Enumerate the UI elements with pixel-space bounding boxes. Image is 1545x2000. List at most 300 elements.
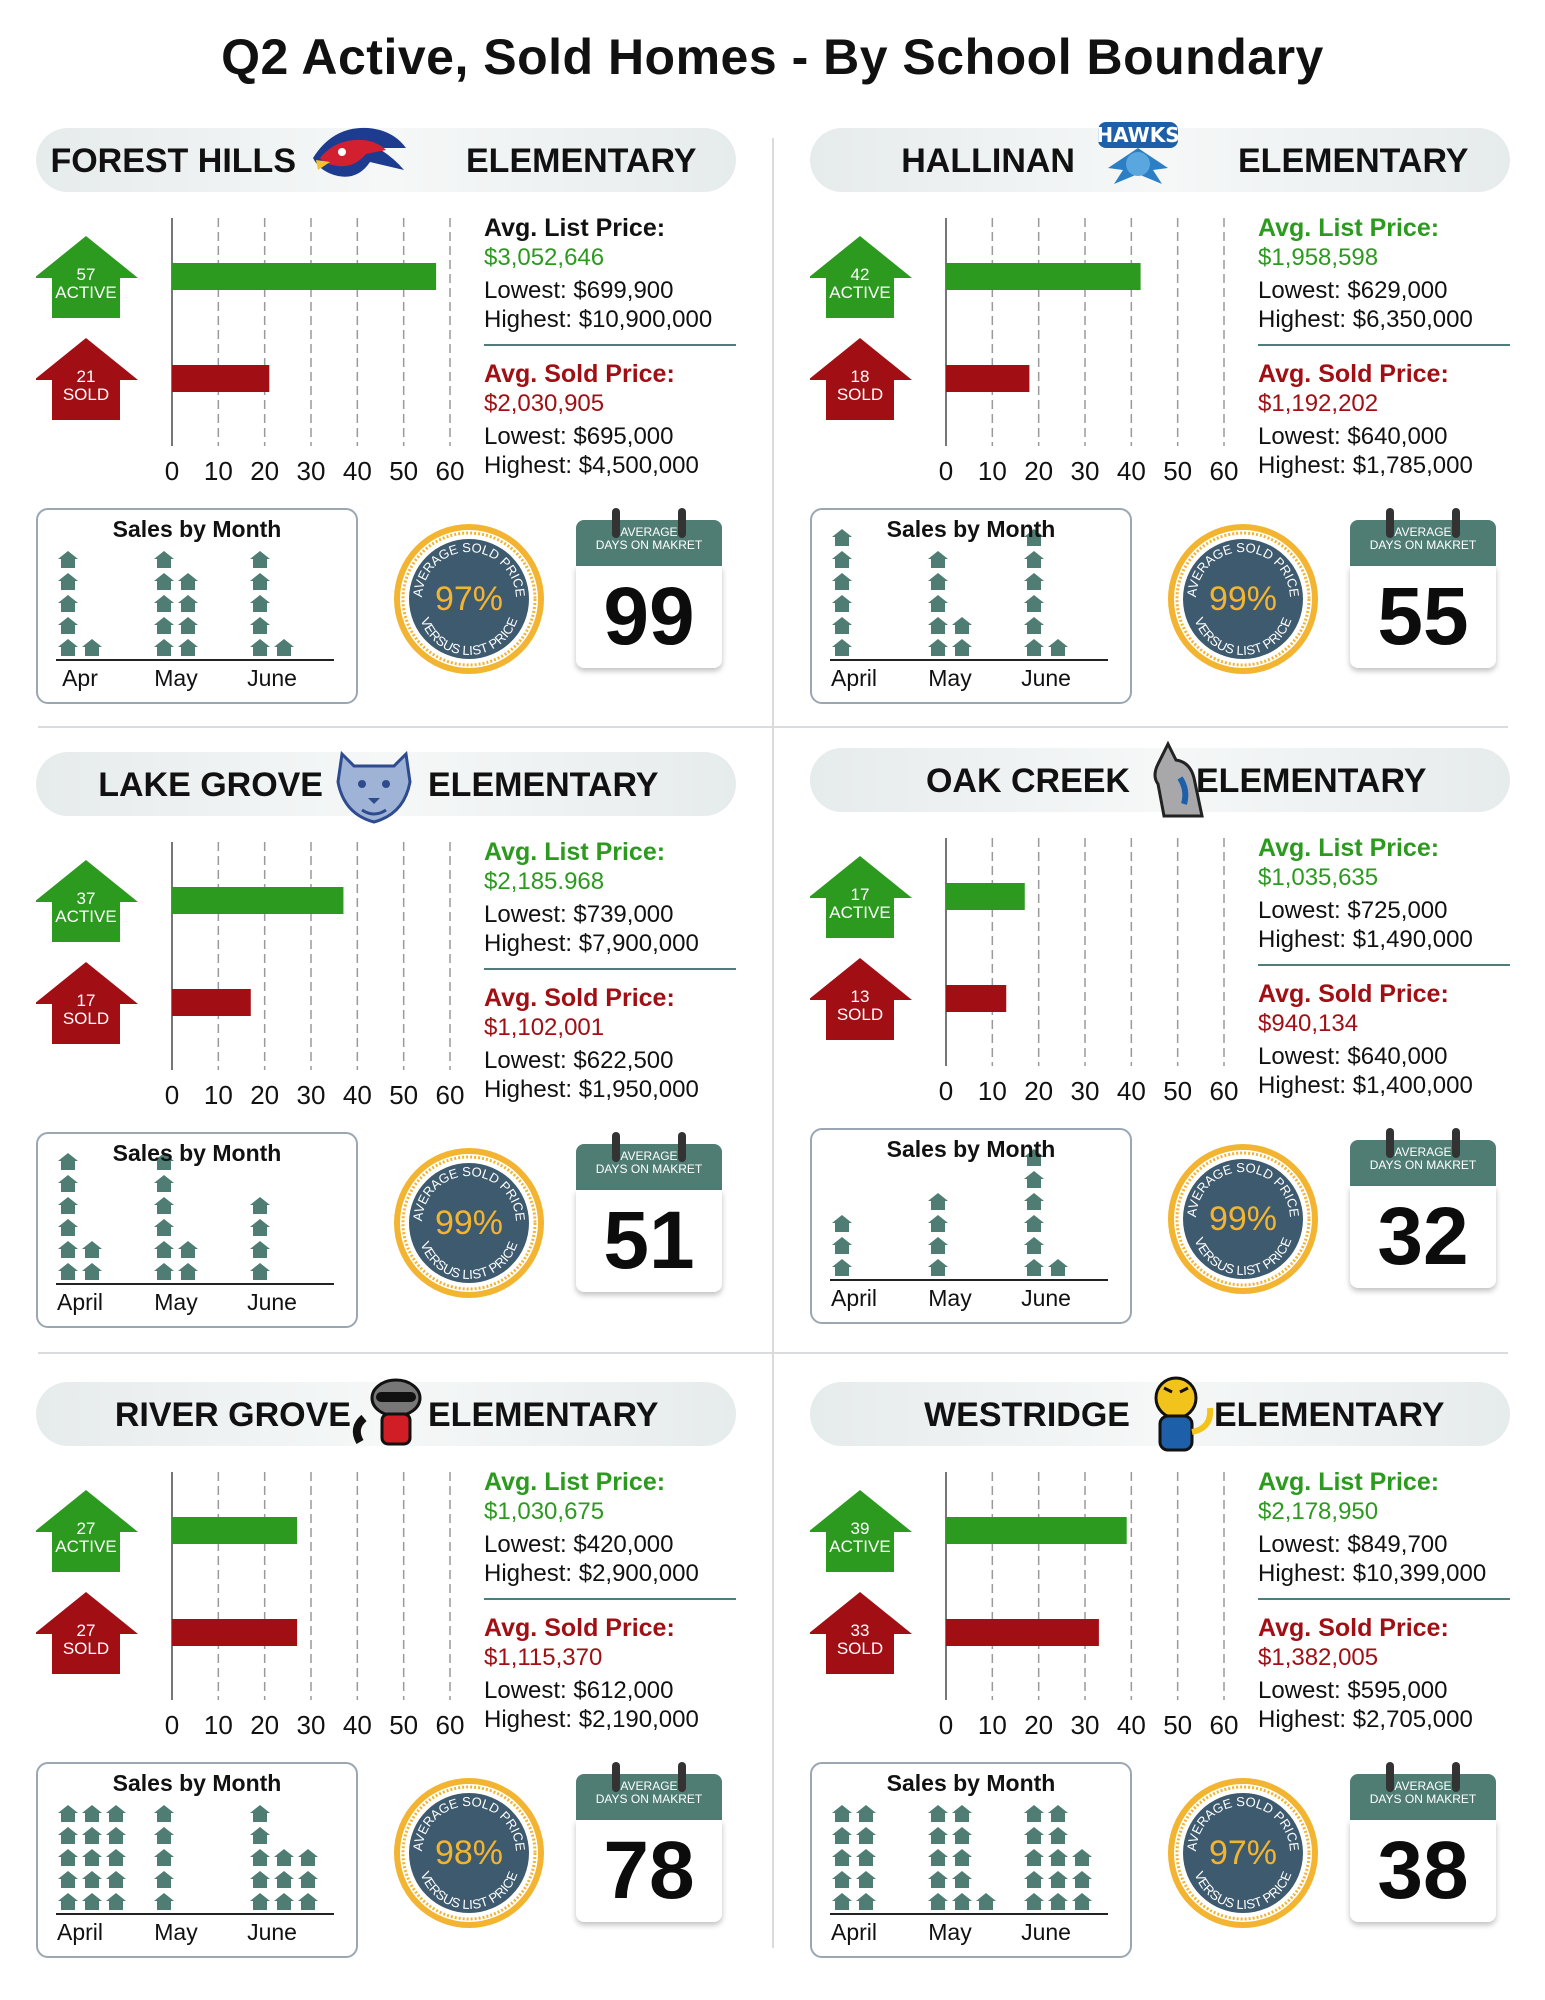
days-on-market-value: 32 [1350, 1186, 1496, 1288]
sale-house-icon [58, 1175, 78, 1192]
avg-sold-price-heading: Avg. Sold Price: [484, 360, 675, 388]
sold-lowest-value: $595,000 [1347, 1677, 1448, 1704]
sale-house-icon [250, 1893, 270, 1910]
sold-vs-list-badge [394, 1148, 544, 1298]
avg-sold-price-heading: Avg. Sold Price: [1258, 980, 1449, 1008]
calendar-header [576, 1774, 722, 1820]
sales-by-month-box [810, 1762, 1132, 1958]
x-tick-label: 40 [1116, 1710, 1146, 1740]
calendar-ring-left [612, 1762, 620, 1792]
calendar-header-line2: DAYS ON MAKRET [1369, 1158, 1477, 1172]
badge-bottom-text: VERSUS LIST PRICE [417, 615, 521, 659]
sale-house-icon [1024, 1805, 1044, 1822]
sold-count-label: 18 [850, 367, 870, 386]
sold-count-label: 17 [76, 991, 96, 1010]
active-category-label: ACTIVE [829, 283, 891, 302]
x-tick-label: 10 [977, 1710, 1007, 1740]
sale-house-icon [928, 639, 948, 656]
sale-house-icon [178, 1263, 198, 1280]
list-lowest [1258, 276, 1510, 305]
elementary-label: ELEMENTARY [1196, 762, 1427, 800]
school-panel [810, 748, 1510, 1358]
sale-house-icon [58, 1827, 78, 1844]
sold-lowest-label: Lowest: [1258, 1043, 1341, 1070]
price-stats [1258, 1468, 1510, 1734]
sale-house-icon [154, 1197, 174, 1214]
x-tick-label: 50 [1163, 1076, 1193, 1106]
sale-house-icon [832, 551, 852, 568]
calendar-ring-left [1386, 1128, 1394, 1158]
month-label: April [56, 1919, 104, 1945]
list-highest-value: $10,399,000 [1352, 1560, 1487, 1587]
days-on-market-calendar [1350, 1128, 1496, 1288]
calendar-header [1350, 1774, 1496, 1820]
list-lowest-value: $420,000 [573, 1531, 674, 1558]
x-tick-label: 20 [250, 1080, 280, 1110]
sale-house-icon [1024, 1871, 1044, 1888]
sale-house-icon [82, 1893, 102, 1910]
calendar-ring-right [1452, 508, 1460, 538]
list-lowest-value: $725,000 [1347, 897, 1448, 924]
school-name: OAK CREEK [925, 762, 1130, 800]
sale-house-icon [178, 573, 198, 590]
school-panel [36, 1382, 736, 1992]
badge-top-text: AVERAGE SOLD PRICE [1183, 1793, 1303, 1852]
list-highest [484, 305, 736, 334]
sale-house-icon [928, 1871, 948, 1888]
sale-house-icon [154, 1871, 174, 1888]
month-label: May [154, 665, 198, 691]
calendar-header-line1: AVERAGE [1394, 1779, 1452, 1793]
sale-house-icon [178, 617, 198, 634]
sale-house-icon [832, 617, 852, 634]
avg-sold-price-value: $1,102,001 [484, 1014, 605, 1041]
sale-house-icon [154, 1241, 174, 1258]
list-lowest-value: $849,700 [1347, 1531, 1448, 1558]
sale-house-icon [298, 1871, 318, 1888]
sale-house-icon [1024, 573, 1044, 590]
x-tick-label: 50 [1163, 1710, 1193, 1740]
active-sold-bar-chart [36, 218, 496, 488]
sale-house-icon [58, 595, 78, 612]
avg-list-price-value: $3,052,646 [484, 244, 605, 271]
sale-house-icon [250, 595, 270, 612]
x-tick-label: 20 [250, 1710, 280, 1740]
month-label: June [1021, 1919, 1071, 1945]
list-lowest-label: Lowest: [1258, 1531, 1341, 1558]
x-tick-label: 30 [296, 1080, 326, 1110]
list-lowest [484, 276, 736, 305]
sales-by-month-box [36, 508, 358, 704]
sold-lowest [484, 1046, 736, 1075]
sale-house-icon [250, 1871, 270, 1888]
sold-category-label: SOLD [836, 385, 884, 404]
sale-house-icon [1024, 1171, 1044, 1188]
avg-sold-price-value: $1,192,202 [1258, 390, 1379, 417]
x-tick-label: 10 [977, 456, 1007, 486]
sold-lowest-value: $640,000 [1347, 423, 1448, 450]
price-stats [484, 1468, 736, 1734]
month-label: May [154, 1919, 198, 1945]
x-tick-label: 30 [1070, 1076, 1100, 1106]
x-tick-label: 10 [977, 1076, 1007, 1106]
sale-house-icon [154, 617, 174, 634]
sold-count-label: 21 [76, 367, 96, 386]
school-name: RIVER GROVE [114, 1396, 351, 1434]
sale-house-icon [928, 1193, 948, 1210]
sale-house-icon [274, 1849, 294, 1866]
sale-house-icon [1048, 1871, 1068, 1888]
month-label: May [154, 1289, 198, 1315]
sale-house-icon [250, 1241, 270, 1258]
school-name: WESTRIDGE [924, 1396, 1130, 1434]
x-tick-label: 50 [389, 456, 419, 486]
sale-house-icon [1048, 1893, 1068, 1910]
sale-house-icon [1024, 617, 1044, 634]
badge-top-text: AVERAGE SOLD PRICE [1183, 539, 1303, 598]
sale-house-icon [832, 1871, 852, 1888]
calendar-header [1350, 1140, 1496, 1186]
sale-house-icon [976, 1893, 996, 1910]
x-tick-label: 40 [342, 456, 372, 486]
stats-separator [1258, 1598, 1510, 1600]
sale-house-icon [832, 1827, 852, 1844]
active-count-label: 42 [850, 265, 870, 284]
x-tick-label: 0 [164, 456, 180, 486]
calendar-ring-left [612, 508, 620, 538]
active-bar [946, 883, 1025, 910]
avg-list-price-heading: Avg. List Price: [1258, 834, 1440, 862]
sale-house-icon [250, 573, 270, 590]
x-tick-label: 30 [296, 456, 326, 486]
sold-lowest-label: Lowest: [484, 1047, 567, 1074]
stats-separator [484, 1598, 736, 1600]
x-tick-label: 50 [1163, 456, 1193, 486]
sold-highest-value: $2,705,000 [1352, 1706, 1473, 1733]
sold-lowest-label: Lowest: [484, 1677, 567, 1704]
sold-vs-list-percent: 99% [434, 1204, 504, 1242]
calendar-ring-right [1452, 1128, 1460, 1158]
sale-house-icon [856, 1827, 876, 1844]
sold-count-label: 33 [850, 1621, 870, 1640]
sale-house-icon [928, 595, 948, 612]
stats-separator [484, 968, 736, 970]
sold-highest [484, 1705, 736, 1734]
sale-house-icon [58, 617, 78, 634]
list-lowest [1258, 896, 1510, 925]
x-tick-label: 20 [1024, 1710, 1054, 1740]
days-on-market-calendar [1350, 1762, 1496, 1922]
days-on-market-calendar [576, 508, 722, 668]
sold-highest [484, 1075, 736, 1104]
sale-house-icon [154, 551, 174, 568]
school-panel [810, 123, 1510, 738]
calendar-ring-right [1452, 1762, 1460, 1792]
sales-by-month-box [810, 508, 1132, 704]
month-label: May [928, 1285, 972, 1311]
sold-highest [1258, 1705, 1510, 1734]
month-label: April [56, 1289, 104, 1315]
sold-lowest-value: $612,000 [573, 1677, 674, 1704]
sale-house-icon [1072, 1893, 1092, 1910]
sale-house-icon [928, 1237, 948, 1254]
sold-category-label: SOLD [62, 1639, 110, 1658]
list-lowest-label: Lowest: [1258, 277, 1341, 304]
badge-bottom-text: VERSUS LIST PRICE [1191, 1235, 1295, 1279]
sold-vs-list-percent: 99% [1208, 580, 1278, 618]
sale-house-icon [154, 1219, 174, 1236]
sale-house-icon [856, 1871, 876, 1888]
sold-lowest-value: $695,000 [573, 423, 674, 450]
sold-count-label: 27 [76, 1621, 96, 1640]
active-category-label: ACTIVE [829, 1537, 891, 1556]
elementary-label: ELEMENTARY [1214, 1396, 1445, 1434]
days-on-market-calendar [576, 1132, 722, 1292]
active-sold-bar-chart [810, 218, 1270, 488]
sale-house-icon [250, 617, 270, 634]
sale-house-icon [928, 1215, 948, 1232]
sale-house-icon [832, 639, 852, 656]
elementary-label: ELEMENTARY [466, 142, 697, 180]
sold-lowest-value: $622,500 [573, 1047, 674, 1074]
sale-house-icon [106, 1827, 126, 1844]
list-lowest-value: $699,900 [573, 277, 674, 304]
list-highest-value: $6,350,000 [1352, 306, 1473, 333]
avg-list-price-heading: Avg. List Price: [484, 214, 666, 242]
calendar-ring-right [678, 1132, 686, 1162]
calendar-header-line1: AVERAGE [620, 1149, 678, 1163]
calendar-header-line2: DAYS ON MAKRET [1369, 1792, 1477, 1806]
active-count-label: 57 [76, 265, 96, 284]
list-highest [1258, 305, 1510, 334]
sale-house-icon [58, 1197, 78, 1214]
active-count-label: 39 [850, 1519, 870, 1538]
calendar-header-line2: DAYS ON MAKRET [595, 1792, 703, 1806]
sale-house-icon [856, 1849, 876, 1866]
x-tick-label: 50 [389, 1710, 419, 1740]
sold-vs-list-badge [1168, 1144, 1318, 1294]
x-tick-label: 0 [938, 1076, 954, 1106]
sale-house-icon [1024, 1215, 1044, 1232]
month-label: June [247, 665, 297, 691]
avg-list-price-value: $1,035,635 [1258, 864, 1379, 891]
sale-house-icon [928, 573, 948, 590]
sale-house-icon [1024, 1259, 1044, 1276]
sale-house-icon [832, 595, 852, 612]
sold-highest-label: Highest: [484, 1706, 573, 1733]
list-lowest [484, 900, 736, 929]
avg-sold-price-heading: Avg. Sold Price: [484, 984, 675, 1012]
sale-house-icon [832, 573, 852, 590]
sold-highest [1258, 1071, 1510, 1100]
sale-house-icon [928, 1893, 948, 1910]
sold-lowest [484, 422, 736, 451]
sale-house-icon [82, 1263, 102, 1280]
sale-house-icon [154, 1263, 174, 1280]
sold-vs-list-badge [394, 1778, 544, 1928]
badge-top-text: AVERAGE SOLD PRICE [409, 539, 529, 598]
sold-bar [946, 1619, 1099, 1646]
sale-house-icon [928, 1827, 948, 1844]
sale-house-icon [1024, 1827, 1044, 1844]
avg-list-price-heading: Avg. List Price: [484, 838, 666, 866]
sold-highest-value: $1,950,000 [578, 1076, 699, 1103]
price-stats [1258, 834, 1510, 1100]
stats-separator [1258, 964, 1510, 966]
sale-house-icon [58, 573, 78, 590]
calendar-header [576, 520, 722, 566]
sales-by-month-title: Sales by Month [886, 1136, 1056, 1162]
month-label: May [928, 1919, 972, 1945]
sale-house-icon [250, 551, 270, 568]
sold-category-label: SOLD [836, 1005, 884, 1024]
days-on-market-calendar [576, 1762, 722, 1922]
sold-highest-label: Highest: [1258, 1706, 1347, 1733]
sale-house-icon [58, 1805, 78, 1822]
sold-vs-list-percent: 98% [434, 1834, 504, 1872]
sale-house-icon [856, 1805, 876, 1822]
x-tick-label: 0 [164, 1710, 180, 1740]
sold-highest-value: $4,500,000 [578, 452, 699, 479]
sale-house-icon [154, 1827, 174, 1844]
mascot-logo [324, 742, 424, 826]
sold-bar [946, 985, 1006, 1012]
school-name: HALLINAN [901, 142, 1075, 180]
sale-house-icon [952, 639, 972, 656]
sale-house-icon [832, 1215, 852, 1232]
avg-list-price-value: $1,958,598 [1258, 244, 1379, 271]
days-on-market-value: 78 [576, 1820, 722, 1922]
avg-sold-price-heading: Avg. Sold Price: [1258, 1614, 1449, 1642]
sales-by-month-title: Sales by Month [886, 1770, 1056, 1796]
sale-house-icon [154, 1805, 174, 1822]
sold-vs-list-badge [1168, 1778, 1318, 1928]
sale-house-icon [58, 1241, 78, 1258]
sales-by-month-title: Sales by Month [112, 1140, 282, 1166]
sale-house-icon [82, 1805, 102, 1822]
calendar-header-line1: AVERAGE [1394, 1145, 1452, 1159]
active-count-label: 37 [76, 889, 96, 908]
avg-list-price-value: $2,178,950 [1258, 1498, 1379, 1525]
school-panel [36, 752, 736, 1362]
calendar-header-line1: AVERAGE [1394, 525, 1452, 539]
sold-bar [172, 1619, 297, 1646]
x-tick-label: 40 [342, 1080, 372, 1110]
badge-bottom-text: VERSUS LIST PRICE [417, 1239, 521, 1283]
active-category-label: ACTIVE [55, 1537, 117, 1556]
active-category-label: ACTIVE [55, 283, 117, 302]
list-highest-label: Highest: [1258, 1560, 1347, 1587]
active-sold-bar-chart [36, 1472, 496, 1742]
sales-by-month-box [810, 1128, 1132, 1324]
days-on-market-value: 51 [576, 1190, 722, 1292]
elementary-label: ELEMENTARY [428, 766, 659, 804]
mascot-logo [1128, 1372, 1228, 1456]
sale-house-icon [1048, 1805, 1068, 1822]
sale-house-icon [154, 1849, 174, 1866]
sold-lowest [1258, 1676, 1510, 1705]
sold-bar [946, 365, 1029, 392]
x-tick-label: 20 [1024, 1076, 1054, 1106]
x-tick-label: 10 [203, 1080, 233, 1110]
avg-sold-price-value: $1,115,370 [484, 1644, 603, 1671]
sale-house-icon [58, 1893, 78, 1910]
sale-house-icon [1048, 639, 1068, 656]
sold-highest-value: $2,190,000 [578, 1706, 699, 1733]
sale-house-icon [928, 1849, 948, 1866]
calendar-ring-right [678, 508, 686, 538]
list-lowest-label: Lowest: [1258, 897, 1341, 924]
list-highest-label: Highest: [484, 930, 573, 957]
avg-sold-price-heading: Avg. Sold Price: [484, 1614, 675, 1642]
vertical-divider [772, 138, 774, 1948]
sale-house-icon [952, 1805, 972, 1822]
avg-sold-price-value: $1,382,005 [1258, 1644, 1379, 1671]
sale-house-icon [82, 1849, 102, 1866]
stats-separator [1258, 344, 1510, 346]
sale-house-icon [1024, 551, 1044, 568]
x-tick-label: 60 [1209, 456, 1239, 486]
avg-list-price-heading: Avg. List Price: [1258, 1468, 1440, 1496]
list-highest-label: Highest: [484, 1560, 573, 1587]
sale-house-icon [58, 1219, 78, 1236]
x-tick-label: 50 [389, 1080, 419, 1110]
month-label: June [247, 1289, 297, 1315]
active-bar [172, 887, 343, 914]
sale-house-icon [58, 1263, 78, 1280]
sold-category-label: SOLD [62, 385, 110, 404]
month-label: June [1021, 1285, 1071, 1311]
sale-house-icon [58, 639, 78, 656]
sold-category-label: SOLD [62, 1009, 110, 1028]
calendar-ring-left [612, 1132, 620, 1162]
sale-house-icon [952, 617, 972, 634]
badge-top-text: AVERAGE SOLD PRICE [409, 1163, 529, 1222]
month-label: April [830, 1285, 878, 1311]
active-sold-bar-chart [36, 842, 496, 1112]
sale-house-icon [1024, 1237, 1044, 1254]
avg-sold-price-heading: Avg. Sold Price: [1258, 360, 1449, 388]
sold-highest-label: Highest: [1258, 1072, 1347, 1099]
price-stats [1258, 214, 1510, 480]
sales-by-month-box [36, 1132, 358, 1328]
list-lowest [484, 1530, 736, 1559]
active-category-label: ACTIVE [829, 903, 891, 922]
stats-separator [484, 344, 736, 346]
sale-house-icon [58, 1871, 78, 1888]
list-highest-value: $1,490,000 [1352, 926, 1473, 953]
list-highest-value: $10,900,000 [578, 306, 713, 333]
month-label: Apr [62, 665, 98, 691]
x-tick-label: 60 [1209, 1710, 1239, 1740]
sold-highest [484, 451, 736, 480]
days-on-market-calendar [1350, 508, 1496, 668]
sale-house-icon [250, 1849, 270, 1866]
school-name: FOREST HILLS [50, 142, 296, 180]
list-lowest-value: $629,000 [1347, 277, 1448, 304]
active-sold-bar-chart [810, 838, 1270, 1108]
list-highest [1258, 925, 1510, 954]
elementary-label: ELEMENTARY [1238, 142, 1469, 180]
calendar-header [576, 1144, 722, 1190]
active-bar [172, 1517, 297, 1544]
sale-house-icon [58, 1849, 78, 1866]
sale-house-icon [58, 551, 78, 568]
sales-by-month-title: Sales by Month [886, 516, 1056, 542]
calendar-header-line1: AVERAGE [620, 1779, 678, 1793]
sale-house-icon [952, 1827, 972, 1844]
calendar-ring-left [1386, 508, 1394, 538]
